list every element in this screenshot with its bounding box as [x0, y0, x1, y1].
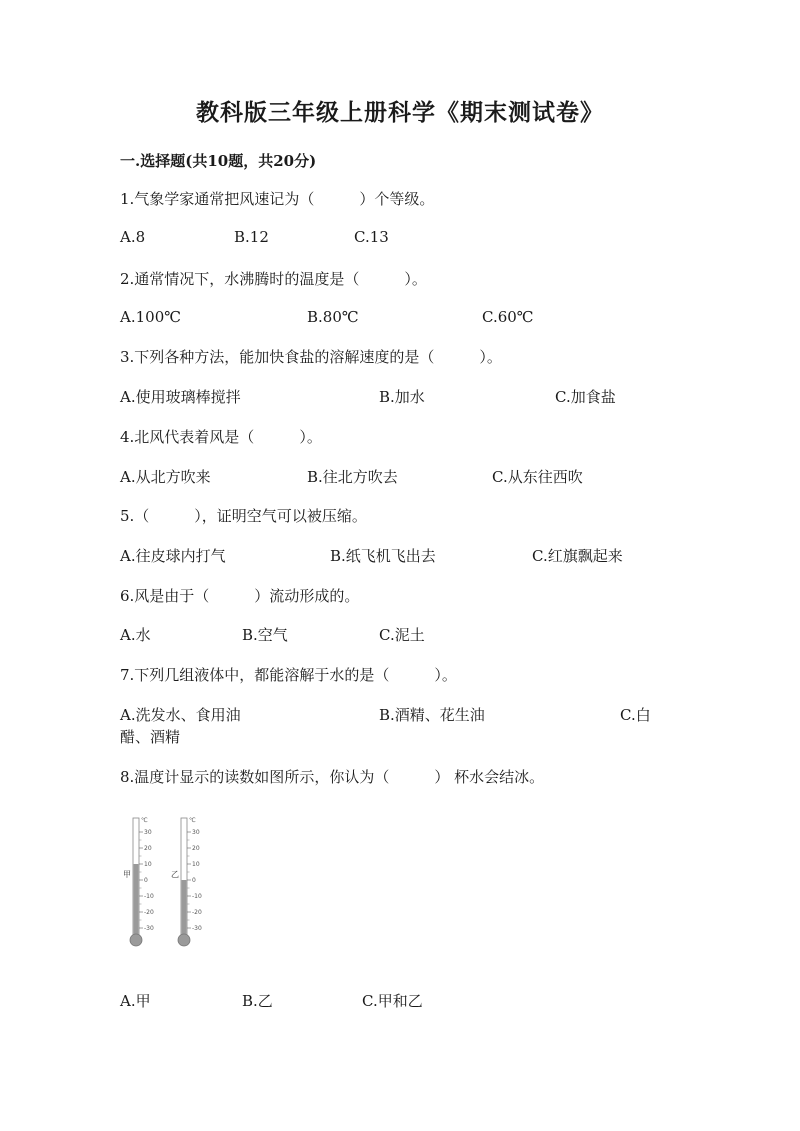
- question-4: 4.北风代表着风是（ ）。: [120, 428, 322, 446]
- thermometer-1-tick-label: 20: [144, 845, 152, 852]
- thermometer-2-tick-label: 10: [192, 861, 200, 868]
- q6-option-b[interactable]: B.空气: [242, 626, 288, 644]
- q7-option-c[interactable]: C.白: [620, 706, 651, 724]
- q4-option-c[interactable]: C.从东往西吹: [492, 468, 583, 486]
- thermometer-1-bulb: [130, 934, 142, 946]
- q2-option-a[interactable]: A.100℃: [120, 308, 182, 326]
- question-1: 1.气象学家通常把风速记为（ ）个等级。: [120, 190, 435, 208]
- question-3: 3.下列各种方法，能加快食盐的溶解速度的是（ ）。: [120, 348, 502, 366]
- section-heading: 一.选择题(共10题，共20分): [120, 152, 317, 170]
- q4-option-b[interactable]: B.往北方吹去: [307, 468, 398, 486]
- thermometer-2-tick-label: -30: [192, 925, 202, 932]
- thermometer-1-liquid: [134, 864, 139, 936]
- thermometer-1-name-label: 甲: [123, 869, 131, 879]
- thermometer-2-tick-label: 20: [192, 845, 200, 852]
- q1-option-b[interactable]: B.12: [234, 228, 269, 246]
- thermometer-diagram: [110, 812, 220, 954]
- question-2: 2.通常情况下，水沸腾时的温度是（ ）。: [120, 270, 427, 288]
- q8-option-c[interactable]: C.甲和乙: [362, 992, 423, 1010]
- thermometer-2-name-label: 乙: [171, 869, 179, 879]
- question-7: 7.下列几组液体中，都能溶解于水的是（ ）。: [120, 666, 457, 684]
- q1-option-c[interactable]: C.13: [354, 228, 389, 246]
- q3-option-a[interactable]: A.使用玻璃棒搅拌: [120, 388, 241, 406]
- thermometer-figure: [110, 812, 220, 954]
- q6-option-c[interactable]: C.泥土: [379, 626, 425, 644]
- thermometer-2-tick-label: -20: [192, 909, 202, 916]
- q8-option-a[interactable]: A.甲: [120, 992, 151, 1010]
- page-title: 教科版三年级上册科学《期末测试卷》: [196, 99, 604, 126]
- q7-option-b[interactable]: B.酒精、花生油: [379, 706, 485, 724]
- thermometer-1-tick-label: -30: [144, 925, 154, 932]
- q1-option-a[interactable]: A.8: [120, 228, 146, 246]
- thermometer-1-tick-label: -20: [144, 909, 154, 916]
- thermometer-1-tick-label: -10: [144, 893, 154, 900]
- thermometer-1-tick-label: 10: [144, 861, 152, 868]
- q7-option-a[interactable]: A.洗发水、食用油: [120, 706, 241, 724]
- q5-option-b[interactable]: B.纸飞机飞出去: [330, 547, 436, 565]
- thermometer-2-bulb: [178, 934, 190, 946]
- thermometer-2-tick-label: 30: [192, 829, 200, 836]
- question-8: 8.温度计显示的读数如图所示，你认为（ ） 杯水会结冰。: [120, 768, 545, 786]
- thermometer-1-tick-label: 30: [144, 829, 152, 836]
- q8-option-b[interactable]: B.乙: [242, 992, 273, 1010]
- q6-option-a[interactable]: A.水: [120, 626, 151, 644]
- q2-option-c[interactable]: C.60℃: [482, 308, 534, 326]
- q2-option-b[interactable]: B.80℃: [307, 308, 359, 326]
- thermometer-2-unit-label: ℃: [189, 817, 196, 824]
- q3-option-b[interactable]: B.加水: [379, 388, 425, 406]
- q7-option-c-continued: 醋、酒精: [120, 728, 181, 746]
- thermometer-2-liquid: [182, 880, 187, 936]
- thermometer-1-unit-label: ℃: [141, 817, 148, 824]
- thermometer-1-tick-label: 0: [144, 877, 148, 884]
- q3-option-c[interactable]: C.加食盐: [555, 388, 616, 406]
- question-6: 6.风是由于（ ）流动形成的。: [120, 587, 360, 605]
- q4-option-a[interactable]: A.从北方吹来: [120, 468, 211, 486]
- question-5: 5.（ ），证明空气可以被压缩。: [120, 507, 367, 525]
- q5-option-c[interactable]: C.红旗飘起来: [532, 547, 623, 565]
- thermometer-2-tick-label: -10: [192, 893, 202, 900]
- q5-option-a[interactable]: A.往皮球内打气: [120, 547, 226, 565]
- thermometer-2-tick-label: 0: [192, 877, 196, 884]
